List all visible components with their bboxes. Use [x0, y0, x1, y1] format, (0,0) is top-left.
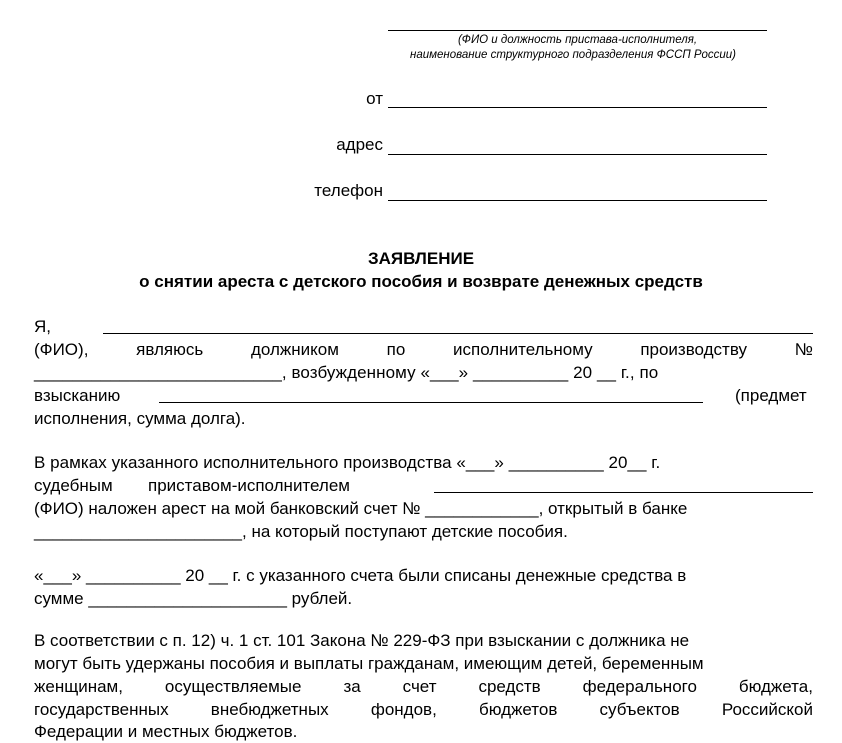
- official-caption-line1: (ФИО и должность пристава-исполнителя,: [457, 34, 698, 46]
- word: счет: [402, 677, 437, 696]
- p1-line2: [34, 338, 813, 361]
- word: фондов,: [370, 700, 437, 719]
- document-title: ЗАЯВЛЕНИЕ: [367, 249, 475, 268]
- p4-line4: [34, 698, 813, 721]
- address-field-line: [388, 154, 767, 155]
- p1-line5: исполнения, сумма долга).: [34, 409, 246, 428]
- official-caption-line2: наименование структурного подразделения ФССП России): [410, 49, 736, 61]
- document-subtitle: о снятии ареста с детского пособия и возврате денежных средств: [139, 272, 703, 291]
- word: федерального: [582, 677, 697, 696]
- word: являюсь: [136, 340, 204, 359]
- bailiff-field-line: [434, 492, 813, 493]
- word: бюджетов: [478, 700, 558, 719]
- p1-line1-start: Я,: [34, 317, 51, 336]
- word: исполнительному: [453, 340, 593, 359]
- official-name-line: [388, 30, 767, 31]
- from-label: от: [366, 89, 383, 108]
- p2-line2-word2: приставом-исполнителем: [148, 476, 350, 495]
- word: производству: [640, 340, 748, 359]
- word: бюджета,: [738, 677, 813, 696]
- fio-field-line: [103, 333, 813, 334]
- phone-field-line: [388, 200, 767, 201]
- p2-line4: ______________________, на который поступают детские пособия.: [34, 522, 568, 541]
- p3-line2: сумме _____________________ рублей.: [34, 589, 353, 608]
- p2-line1: В рамках указанного исполнительного производства «___» __________ 20__ г.: [34, 453, 661, 472]
- p4-line2: могут быть удержаны пособия и выплаты гражданам, имеющим детей, беременным: [34, 654, 704, 673]
- word: по: [386, 340, 406, 359]
- subject-field-line: [159, 402, 703, 403]
- p1-line4-start: взысканию: [34, 386, 121, 405]
- p3-line1: «___» __________ 20 __ г. с указанного счета были списаны денежные средства в: [34, 566, 687, 585]
- word: осуществляемые: [164, 677, 302, 696]
- p2-line2-word1: судебным: [34, 476, 113, 495]
- word: государственных: [34, 700, 169, 719]
- p2-line3: (ФИО) наложен арест на мой банковский счет № ____________, открытый в банке: [34, 499, 688, 518]
- from-field-line: [388, 107, 767, 108]
- word: Российской: [721, 700, 813, 719]
- p4-line3: [34, 675, 813, 698]
- word: внебюджетных: [210, 700, 329, 719]
- p1-line3: __________________________, возбужденному «___» __________ 20 __ г., по: [34, 363, 659, 382]
- p4-line1: В соответствии с п. 12) ч. 1 ст. 101 Закона № 229-ФЗ при взыскании с должника не: [34, 631, 690, 650]
- word: за: [343, 677, 361, 696]
- p4-line5: Федерации и местных бюджетов.: [34, 722, 298, 741]
- address-label: адрес: [336, 135, 383, 154]
- p1-line4-end: (предмет: [735, 386, 807, 405]
- word: средств: [478, 677, 541, 696]
- word: должником: [250, 340, 339, 359]
- phone-label: телефон: [314, 181, 383, 200]
- word: (ФИО),: [34, 340, 89, 359]
- word: субъектов: [599, 700, 680, 719]
- word: №: [794, 340, 813, 359]
- word: женщинам,: [34, 677, 123, 696]
